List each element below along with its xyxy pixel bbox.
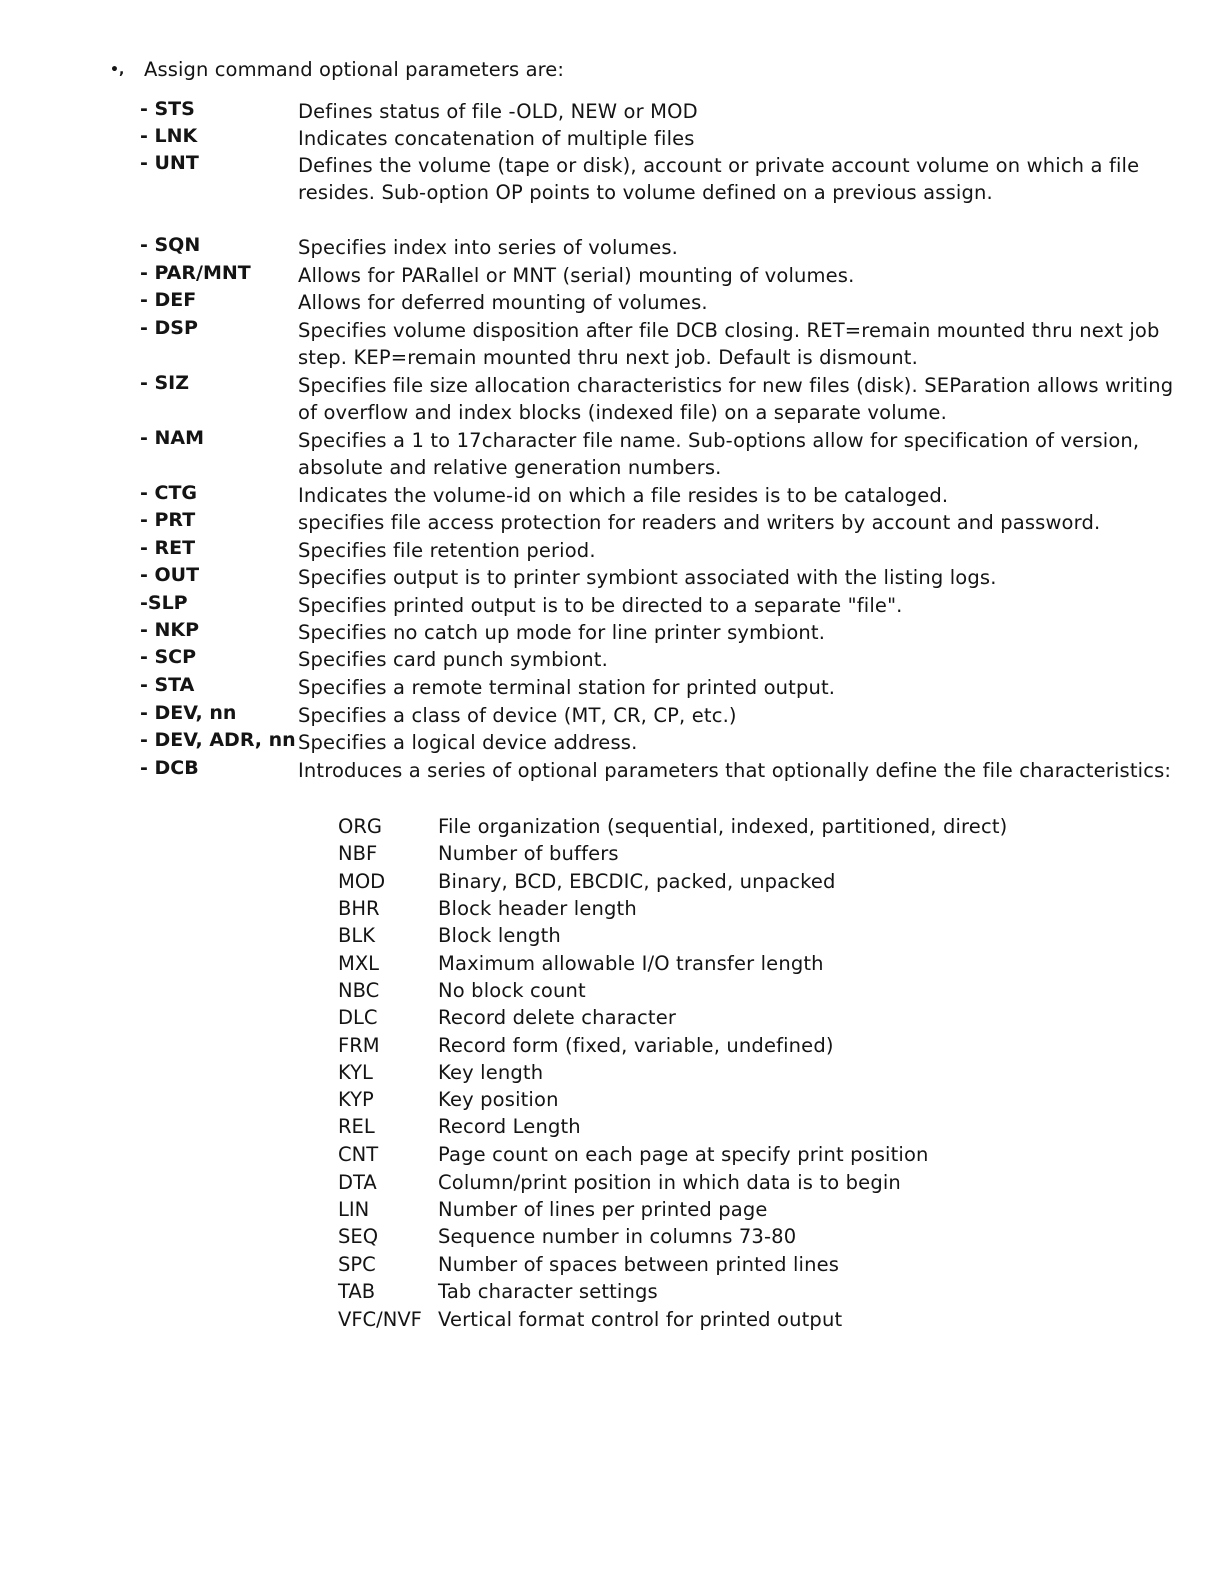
dcb-option-code: MOD (338, 870, 386, 893)
parameter-description: Specifies a 1 to 17character file name. Sub-options allow for specification of version, absolute and relative generation numbers. (298, 429, 1140, 480)
parameter-code: - STS (140, 98, 195, 120)
dcb-option-description: Sequence number in columns 73-80 (438, 1225, 797, 1248)
dcb-option-description: Block header length (438, 897, 637, 920)
dcb-option-description: Tab character settings (438, 1280, 658, 1303)
parameter-code: - SQN (140, 234, 201, 256)
dcb-option-description: No block count (438, 979, 586, 1002)
parameter-description: Introduces a series of optional parameters that optionally define the file characteristics: (298, 759, 1172, 782)
dcb-option-description: Page count on each page at specify print position (438, 1143, 929, 1166)
parameter-code: - CTG (140, 482, 197, 504)
dcb-option-code: VFC/NVF (338, 1308, 422, 1331)
dcb-option-code: SPC (338, 1253, 376, 1276)
dcb-option-description: Record form (fixed, variable, undefined) (438, 1034, 834, 1057)
parameter-description: Specifies file size allocation characteristics for new files (disk). SEParation allows writing of overflow and index blocks (indexed file) on a separate volume. (298, 374, 1174, 425)
parameter-code: - NKP (140, 619, 200, 641)
dcb-option-code: KYP (338, 1088, 374, 1111)
dcb-option-code: SEQ (338, 1225, 379, 1248)
dcb-option-description: Number of spaces between printed lines (438, 1253, 840, 1276)
parameter-description: Specifies printed output is to be directed to a separate "file". (298, 594, 903, 617)
parameter-description: Specifies volume disposition after file DCB closing. RET=remain mounted thru next job step. KEP=remain mounted thru next job. Default is dismount. (298, 319, 1160, 370)
parameter-description: Allows for PARallel or MNT (serial) mounting of volumes. (298, 264, 855, 287)
dcb-option-code: MXL (338, 952, 380, 975)
parameter-description: Specifies index into series of volumes. (298, 236, 679, 259)
parameter-code: - DCB (140, 757, 199, 779)
parameter-description: specifies file access protection for readers and writers by account and password. (298, 511, 1101, 534)
parameter-code: - STA (140, 674, 195, 696)
parameter-description: Indicates concatenation of multiple files (298, 127, 695, 150)
dcb-option-code: NBC (338, 979, 380, 1002)
parameter-description: Specifies a logical device address. (298, 731, 638, 754)
parameter-description: Indicates the volume-id on which a file resides is to be cataloged. (298, 484, 949, 507)
parameter-code: - DEV, nn (140, 702, 237, 724)
dcb-option-code: BLK (338, 924, 376, 947)
dcb-option-description: Record Length (438, 1115, 581, 1138)
dcb-option-code: CNT (338, 1143, 379, 1166)
parameter-description: Defines the volume (tape or disk), account or private account volume on which a file resides. Sub-option OP points to volume defined on a previous assign. (298, 154, 1140, 205)
dcb-option-code: LIN (338, 1198, 370, 1221)
parameter-description: Allows for deferred mounting of volumes. (298, 291, 708, 314)
dcb-option-code: REL (338, 1115, 375, 1138)
bullet-mark: •, (110, 62, 125, 78)
parameter-code: - DSP (140, 317, 198, 339)
dcb-option-description: File organization (sequential, indexed, partitioned, direct) (438, 815, 1008, 838)
dcb-option-description: Number of buffers (438, 842, 619, 865)
parameter-description: Specifies no catch up mode for line printer symbiont. (298, 621, 826, 644)
parameter-code: - OUT (140, 564, 200, 586)
parameter-description: Specifies output is to printer symbiont associated with the listing logs. (298, 566, 997, 589)
parameter-code: - SIZ (140, 372, 190, 394)
parameter-code: -SLP (140, 592, 188, 614)
dcb-option-code: NBF (338, 842, 378, 865)
parameter-description: Specifies file retention period. (298, 539, 596, 562)
parameter-code: - PRT (140, 509, 196, 531)
dcb-option-description: Number of lines per printed page (438, 1198, 768, 1221)
dcb-option-description: Key position (438, 1088, 559, 1111)
parameter-code: - NAM (140, 427, 205, 449)
dcb-option-code: KYL (338, 1061, 373, 1084)
intro-heading: Assign command optional parameters are: (144, 58, 565, 81)
dcb-option-code: DTA (338, 1171, 377, 1194)
parameter-description: Defines status of file -OLD, NEW or MOD (298, 100, 698, 123)
dcb-option-code: ORG (338, 815, 383, 838)
dcb-option-description: Maximum allowable I/O transfer length (438, 952, 824, 975)
parameter-description: Specifies a class of device (MT, CR, CP, etc.) (298, 704, 737, 727)
dcb-option-code: FRM (338, 1034, 380, 1057)
dcb-option-code: TAB (338, 1280, 376, 1303)
parameter-code: - PAR/MNT (140, 262, 251, 284)
parameter-code: - DEF (140, 289, 197, 311)
parameter-code: - SCP (140, 646, 197, 668)
dcb-option-description: Record delete character (438, 1006, 677, 1029)
parameter-code: - DEV, ADR, nn (140, 729, 296, 751)
parameter-code: - RET (140, 537, 196, 559)
dcb-option-description: Block length (438, 924, 561, 947)
parameter-description: Specifies a remote terminal station for printed output. (298, 676, 836, 699)
dcb-option-description: Vertical format control for printed output (438, 1308, 843, 1331)
dcb-option-code: BHR (338, 897, 380, 920)
parameter-description: Specifies card punch symbiont. (298, 648, 608, 671)
parameter-code: - UNT (140, 152, 199, 174)
dcb-option-description: Binary, BCD, EBCDIC, packed, unpacked (438, 870, 836, 893)
dcb-option-description: Key length (438, 1061, 544, 1084)
dcb-option-code: DLC (338, 1006, 378, 1029)
dcb-option-description: Column/print position in which data is to begin (438, 1171, 901, 1194)
parameter-code: - LNK (140, 125, 198, 147)
